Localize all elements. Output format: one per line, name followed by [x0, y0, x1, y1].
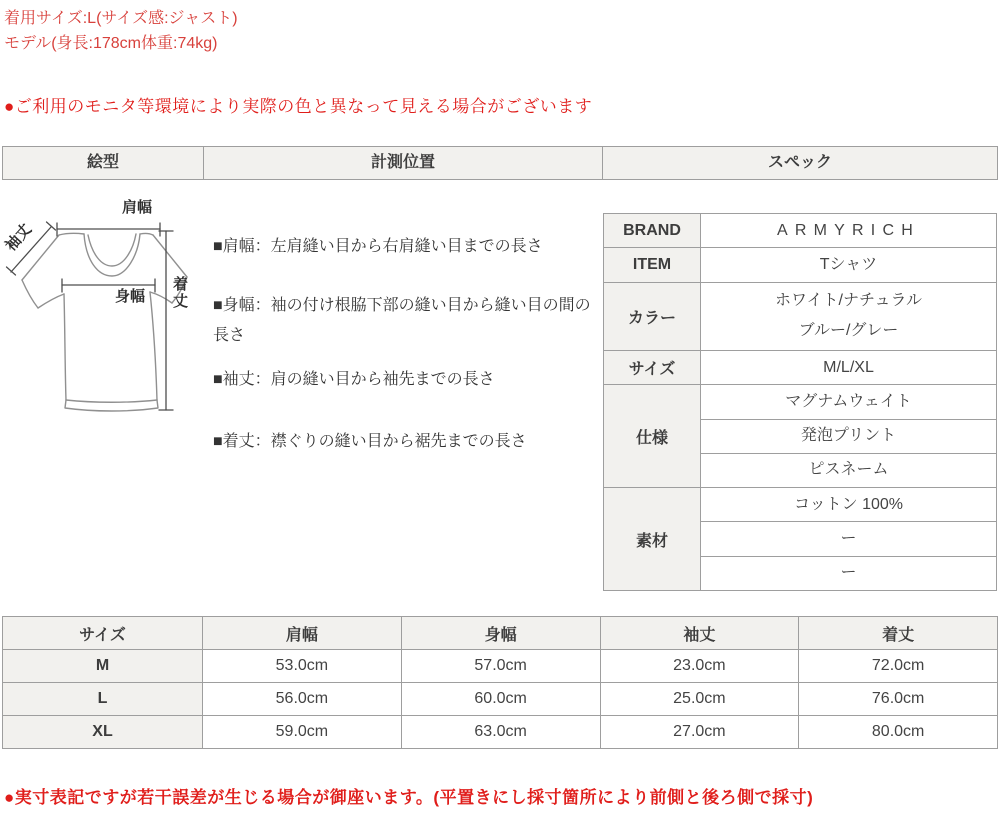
header-cell-drawing: 絵型 [86, 154, 119, 171]
monitor-note: ●ご利用のモニタ等環境により実際の色と異なって見える場合がございます [4, 97, 593, 116]
m-sleeve: 23.0cm [600, 650, 799, 683]
spec-label-size: サイズ [604, 351, 701, 385]
m-shoulder: 53.0cm [203, 650, 402, 683]
l-length: 76.0cm [799, 683, 998, 716]
desc-length: ■着丈：襟ぐりの縫い目から裾先までの長さ [213, 433, 527, 450]
measurement-disclaimer: ●実寸表記ですが若干誤差が生じる場合が御座います。(平置きにし採寸箇所により前側と後ろ側で採寸) [4, 788, 814, 807]
spec-color-line1: ホワイト/ナチュラル [774, 292, 922, 310]
desc-body-width: ■身幅：袖の付け根脇下部の縫い目から縫い目の間の長さ [213, 297, 591, 344]
spec-value-feature-1: マグナムウェイト [701, 385, 997, 419]
spec-label-brand: BRAND [604, 214, 701, 248]
spec-value-item: Tシャツ [701, 248, 997, 282]
model-line: モデル(身長:178cm体重:74kg) [4, 35, 218, 52]
size-header-shoulder: 肩幅 [203, 617, 402, 650]
size-row-m [3, 650, 998, 683]
l-shoulder: 56.0cm [203, 683, 402, 716]
spec-label-feature: 仕様 [604, 385, 701, 488]
shoulder-width-label: 肩幅 [122, 199, 153, 216]
spec-row-size [604, 351, 997, 385]
size-row-l [3, 683, 998, 716]
spec-value-material-3: ー [701, 556, 997, 590]
desc-sleeve: ■袖丈：肩の縫い目から袖先までの長さ [213, 371, 495, 388]
body-width-label: 身幅 [115, 288, 146, 305]
m-length: 72.0cm [799, 650, 998, 683]
size-cell-xl: XL [3, 716, 203, 749]
desc-shoulder: ■肩幅：左肩縫い目から右肩縫い目までの長さ [213, 238, 543, 255]
header-cell-position: 計測位置 [203, 147, 602, 179]
size-header-size: サイズ [3, 617, 203, 650]
l-sleeve: 25.0cm [600, 683, 799, 716]
spec-label-item: ITEM [604, 248, 701, 282]
spec-row-color [604, 282, 997, 351]
size-row-xl [3, 716, 998, 749]
spec-value-color [701, 282, 997, 351]
wear-size-line: 着用サイズ:L(サイズ感:ジャスト) [4, 10, 238, 27]
tshirt-diagram [2, 186, 207, 448]
spec-row-brand [604, 214, 997, 248]
header-cell-spec: スペック [602, 147, 997, 179]
sleeve-length-label: 袖丈 [2, 220, 35, 255]
xl-sleeve: 27.0cm [600, 716, 799, 749]
l-body-width: 60.0cm [401, 683, 600, 716]
measure-body [2, 186, 998, 616]
size-header-body-width: 身幅 [401, 617, 600, 650]
spec-value-feature-3: ピスネーム [701, 453, 997, 487]
xl-body-width: 63.0cm [401, 716, 600, 749]
spec-row-material-1 [604, 488, 997, 522]
spec-label-material: 素材 [604, 488, 701, 591]
tshirt-outline-drawing [2, 186, 207, 448]
spec-value-brand: ARMYRICH [701, 214, 997, 248]
xl-shoulder: 59.0cm [203, 716, 402, 749]
spec-value-material-1: コットン 100% [701, 488, 997, 522]
wear-size-note [4, 6, 1000, 56]
size-cell-l: L [3, 683, 203, 716]
xl-length: 80.0cm [799, 716, 998, 749]
size-cell-m: M [3, 650, 203, 683]
spec-label-color: カラー [604, 282, 701, 351]
spec-row-feature-1 [604, 385, 997, 419]
m-body-width: 57.0cm [401, 650, 600, 683]
size-table-header-row [3, 617, 998, 650]
garment-length-label: 着丈 [171, 276, 188, 310]
spec-table [603, 213, 997, 591]
spec-color-line2: ブルー/グレー [798, 322, 899, 340]
measure-descriptions [207, 186, 603, 616]
spec-value-size: M/L/XL [701, 351, 997, 385]
measure-table-header [2, 146, 998, 180]
spec-value-feature-2: 発泡プリント [701, 419, 997, 453]
size-table [2, 616, 998, 749]
size-header-length: 着丈 [799, 617, 998, 650]
spec-value-material-2: ー [701, 522, 997, 556]
spec-row-item [604, 248, 997, 282]
size-header-sleeve: 袖丈 [600, 617, 799, 650]
